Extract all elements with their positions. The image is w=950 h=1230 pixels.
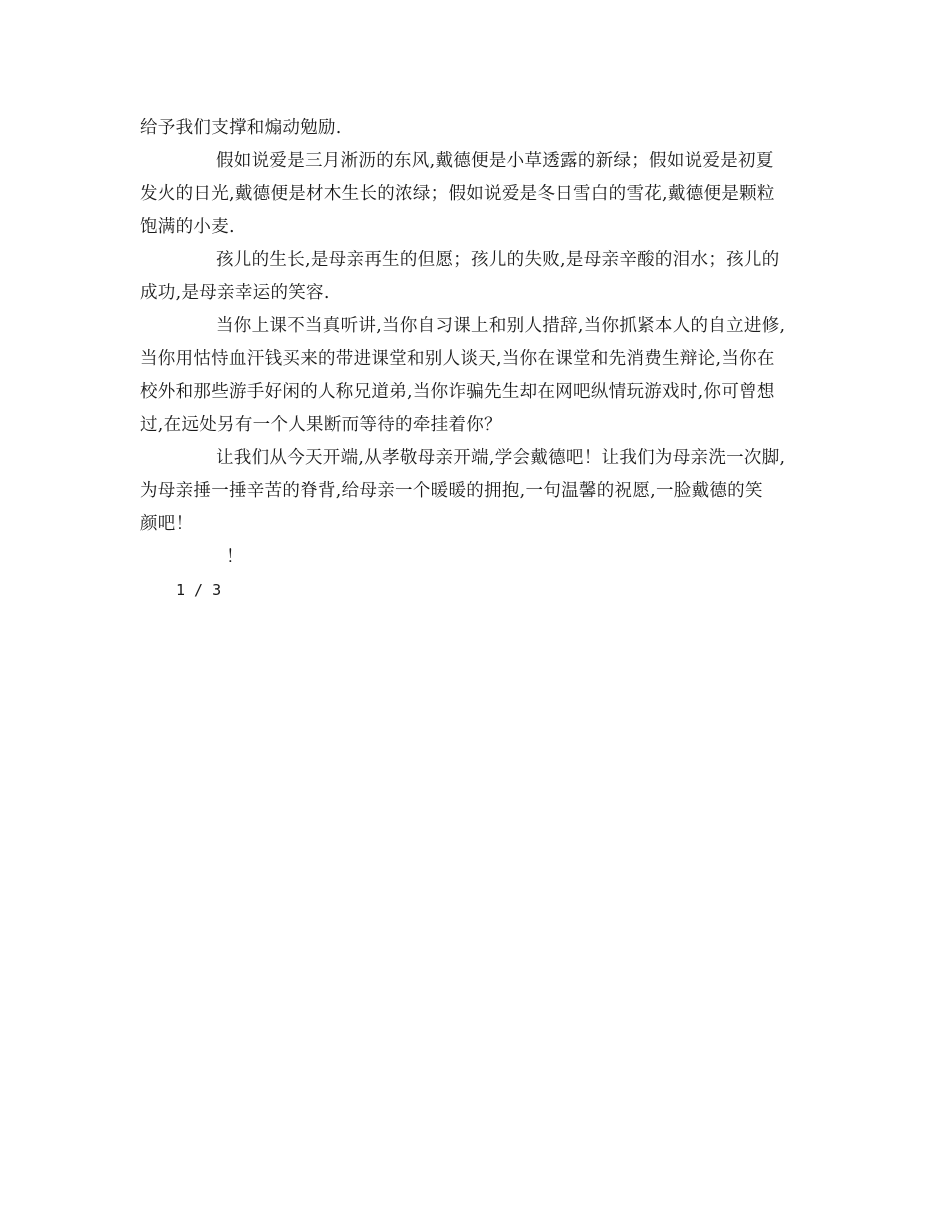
text-line-11: 让我们从今天开端,从孝敬母亲开端,学会戴德吧！让我们为母亲洗一次脚, (216, 448, 786, 468)
text-line-6: 成功,是母亲幸运的笑容. (140, 283, 330, 303)
text-line-13: 颜吧！ (140, 514, 194, 534)
page-number: 1 / 3 (176, 581, 222, 599)
text-line-9: 校外和那些游手好闲的人称兄道弟,当你诈骗先生却在网吧纵情玩游戏时,你可曾想 (140, 382, 775, 402)
text-line-7: 当你上课不当真听讲,当你自习课上和别人措辞,当你抓紧本人的自立进修, (216, 316, 786, 336)
text-line-2: 假如说爱是三月淅沥的东风,戴德便是小草透露的新绿；假如说爱是初夏 (216, 151, 774, 171)
text-line-10: 过,在远处另有一个人果断而等待的牵挂着你？ (140, 415, 502, 435)
document-body (140, 112, 820, 607)
text-line-4: 饱满的小麦. (140, 217, 235, 237)
text-line-1: 给予我们支撑和煽动勉励. (140, 118, 342, 138)
text-line-12: 为母亲捶一捶辛苦的脊背,给母亲一个暖暖的拥抱,一句温馨的祝愿,一脸戴德的笑 (140, 481, 763, 501)
text-line-8: 当你用怙恃血汗钱买来的带进课堂和别人谈天,当你在课堂和先消费生辩论,当你在 (140, 349, 775, 369)
text-line-3: 发火的日光,戴德便是材木生长的浓绿；假如说爱是冬日雪白的雪花,戴德便是颗粒 (140, 184, 775, 204)
text-line-5: 孩儿的生长,是母亲再生的但愿；孩儿的失败,是母亲辛酸的泪水；孩儿的 (216, 250, 780, 270)
exclamation-mark: ！ (226, 547, 244, 567)
